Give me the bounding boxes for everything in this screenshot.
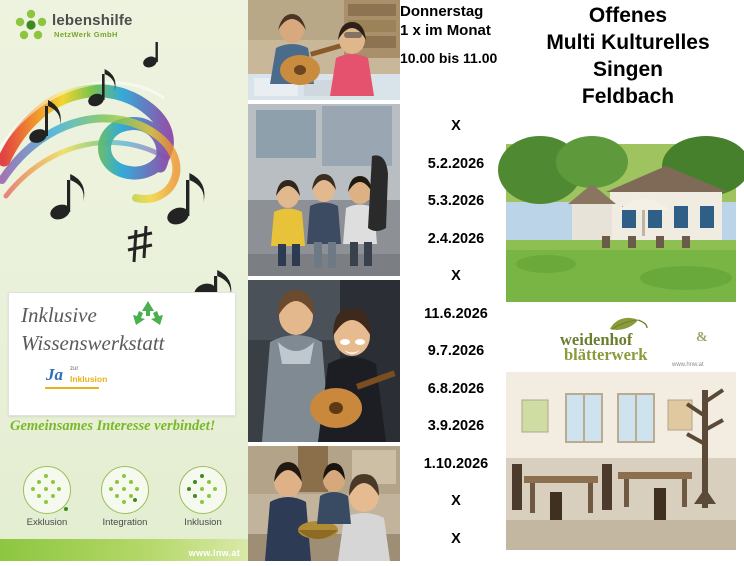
card-line-1: Inklusive [21, 303, 97, 327]
lebenshilfe-logo [14, 6, 164, 48]
date-item: X [451, 268, 461, 284]
photo-weidenhof-interior [506, 372, 736, 550]
logo-url: www.hnw.at [672, 362, 704, 368]
left-panel [0, 0, 248, 561]
schedule-header-line-1: Donnerstag [400, 3, 484, 20]
inklusion-label: Inklusion [184, 517, 222, 528]
slogan-text: Gemeinsames Interesse verbindet! [10, 418, 216, 434]
exklusion-label: Exklusion [26, 517, 68, 528]
date-item: 9.7.2026 [427, 343, 485, 359]
title-line-3: Singen [592, 58, 663, 81]
logo-subtitle: NetzWerk GmbH [54, 30, 118, 39]
date-item: 5.3.2026 [427, 193, 485, 209]
lebenshilfe-logo-icon [14, 8, 48, 42]
photo-guitar-lesson [248, 0, 400, 100]
poster-title [512, 2, 744, 110]
photo-two-women-ukulele [248, 280, 400, 442]
integration-circle [101, 466, 149, 514]
date-item: X [451, 530, 461, 547]
title-line-2: Multi Kulturelles [546, 31, 710, 54]
ja-zur-inklusion-badge [43, 363, 108, 393]
diagram-exklusion [10, 466, 84, 528]
photo-group-outdoors [248, 104, 400, 276]
inclusion-diagram [6, 466, 242, 536]
date-item: 1.10.2026 [423, 455, 489, 472]
music-swirl-artwork [0, 40, 248, 280]
photo-weidenhof-exterior [506, 144, 736, 302]
diagram-integration [88, 466, 162, 528]
badge-ja-text: Ja [46, 365, 63, 384]
integration-label: Integration [102, 517, 148, 528]
photo-singing-bowl-group [248, 446, 400, 561]
title-line-1: Offenes [588, 4, 668, 27]
date-item: X [451, 118, 461, 134]
card-line-2: Wissenswerkstatt [21, 331, 165, 355]
website-url: www.lnw.at [188, 548, 240, 558]
inklusion-circle [179, 466, 227, 514]
date-item: 2.4.2026 [427, 230, 485, 247]
badge-inklusion-text: Inklusion [70, 374, 108, 384]
logo-ampersand: & [696, 330, 708, 345]
date-item: 3.9.2026 [427, 418, 485, 434]
inklusive-wissenswerkstatt-card [8, 292, 236, 416]
date-item: 11.6.2026 [424, 305, 488, 322]
weidenhof-blaetterwerk-logo [560, 318, 730, 366]
diagram-inklusion [166, 466, 240, 528]
recycle-icon [131, 299, 165, 329]
schedule-header [400, 0, 512, 40]
date-item: X [451, 493, 461, 509]
title-line-4: Feldbach [581, 85, 675, 108]
logo-wordmark: lebenshilfe [52, 12, 133, 29]
date-item: 5.2.2026 [427, 155, 485, 172]
exklusion-circle [23, 466, 71, 514]
badge-zur-text: zur [70, 366, 79, 372]
logo-blaetterwerk-text: blätterwerk [564, 345, 648, 364]
schedule-column [400, 0, 512, 561]
logo-weidenhof-text: weidenhof [560, 330, 633, 349]
schedule-header-line-2: 1 x im Monat [400, 22, 491, 39]
badge-underline [45, 387, 99, 389]
date-item: 6.8.2026 [427, 380, 485, 397]
schedule-time: 10.00 bis 11.00 [400, 50, 498, 66]
date-list [400, 108, 512, 558]
